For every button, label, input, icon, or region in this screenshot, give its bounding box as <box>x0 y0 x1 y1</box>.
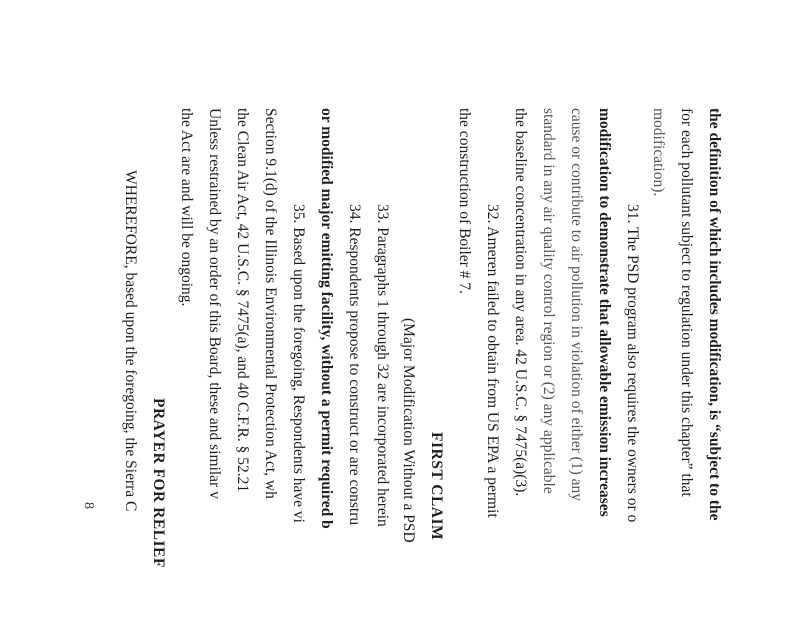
text-line: the Clean Air Act, 42 U.S.C. § 7475(a), and 40 C.F.R. § 52.21 <box>234 108 251 493</box>
text-line: 35. Based upon the foregoing, Respondents have vi <box>290 204 307 523</box>
section-heading: FIRST CLAIM <box>428 432 445 541</box>
section-heading: PRAYER FOR RELIEF <box>150 398 167 568</box>
text-line: WHEREFORE, based upon the foregoing, the Sierra C <box>122 170 139 512</box>
text-line: standard in any air quality control region or (2) any applicable <box>540 108 557 494</box>
text-line: 32. Ameren failed to obtain from US EPA a permit <box>484 204 501 518</box>
text-line: cause or contribute to air pollution in violation of either (1) any <box>568 108 585 501</box>
text-line: Unless restrained by an order of this Board, these and similar v <box>206 108 223 499</box>
text-line: the baseline concentration in any area. 42 U.S.C. § 7475(a)(3). <box>512 108 529 497</box>
text-line: the definition of which includes modification, is “subject to the <box>706 108 723 521</box>
text-line: modification to demonstrate that allowable emission increases <box>596 108 613 517</box>
text-line: for each pollutant subject to regulation under this chapter” that <box>678 108 695 497</box>
page-number: 8 <box>81 502 96 509</box>
text-line: 33. Paragraphs 1 through 32 are incorporated herein <box>374 204 391 527</box>
text-line: modification). <box>650 108 667 197</box>
text-line: the construction of Boiler # 7. <box>456 108 473 294</box>
text-line: Section 9.1(d) of the Illinois Environmental Protection Act, wh <box>262 108 279 499</box>
text-line: 31. The PSD program also requires the owners or o <box>624 204 641 523</box>
text-line: or modified major emitting facility, without a permit required b <box>318 108 335 529</box>
text-line: (Major Modification Without a PSD <box>400 318 417 543</box>
text-line: the Act are and will be ongoing. <box>178 108 195 307</box>
text-line: 34. Respondents propose to construct or are constru <box>346 204 363 526</box>
